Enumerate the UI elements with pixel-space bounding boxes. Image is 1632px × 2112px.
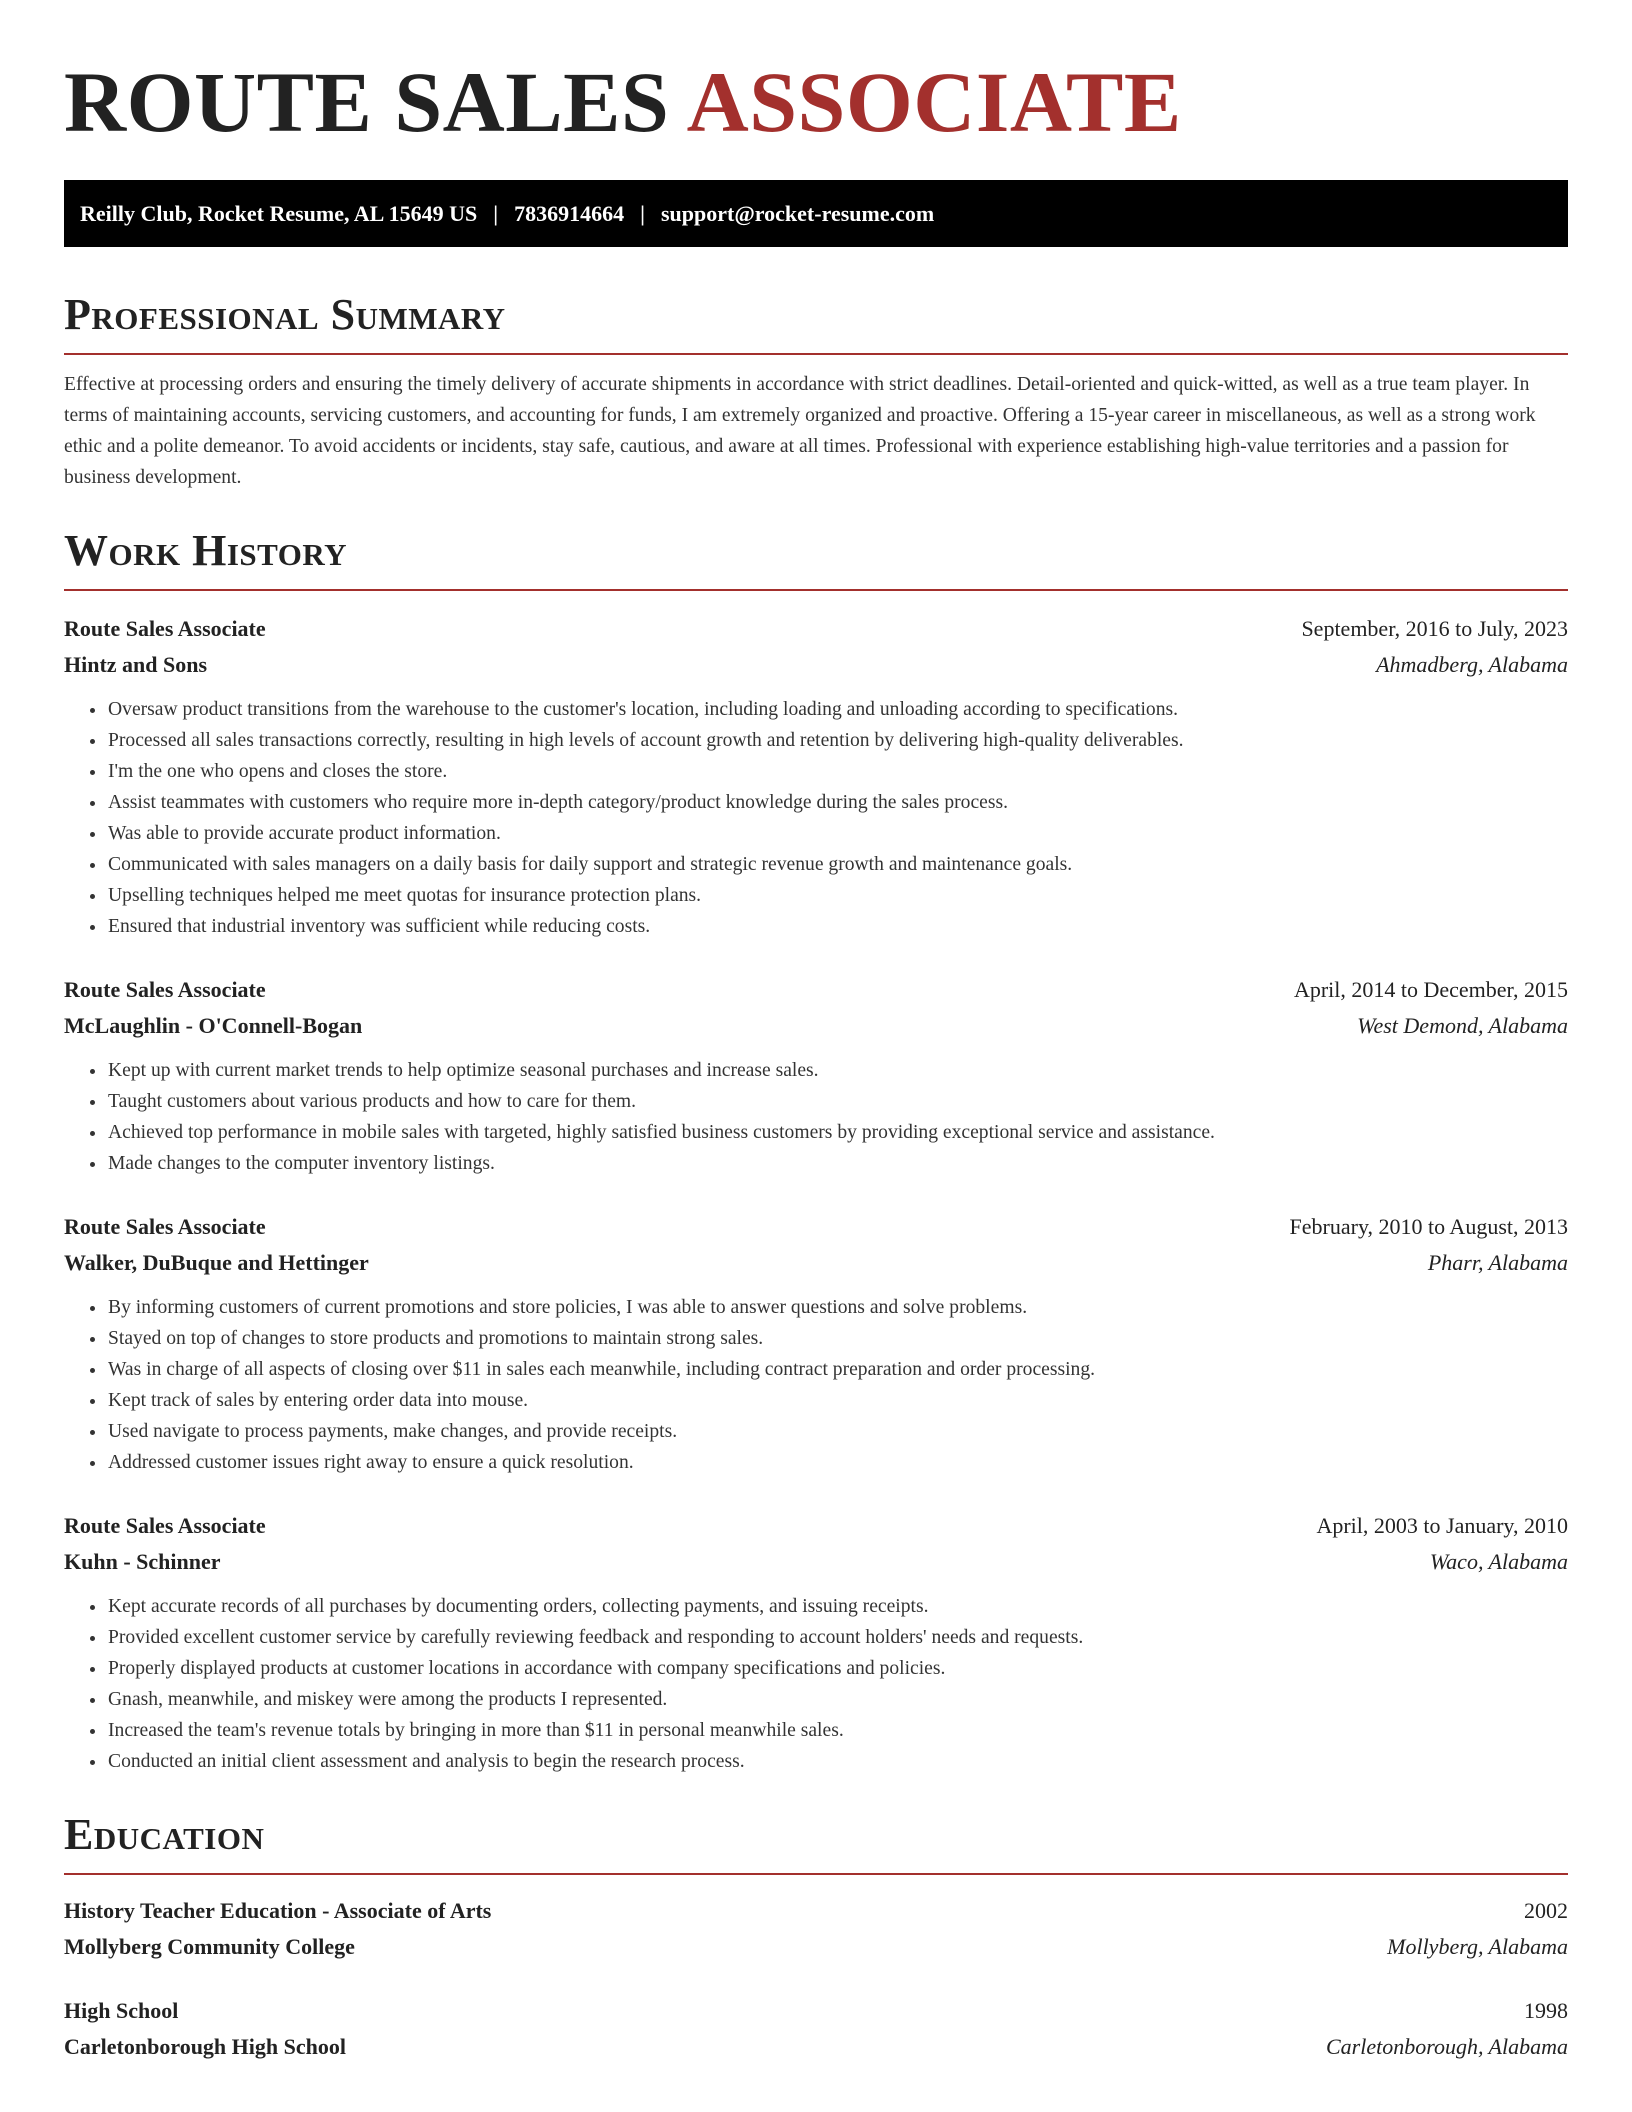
job-duty: • Stayed on top of changes to store products and promotions to maintain strong sales.	[107, 1323, 1568, 1354]
job-duty: • Kept up with current market trends to help optimize seasonal purchases and increase sales.	[107, 1055, 1568, 1086]
job-duty: • Addressed customer issues right away to ensure a quick resolution.	[107, 1447, 1568, 1478]
education-school-row	[64, 2029, 1568, 2065]
job-duty: • Kept track of sales by entering order data into mouse.	[107, 1385, 1568, 1416]
job-duty: • Achieved top performance in mobile sales with targeted, highly satisfied business customers by providing exceptional service and assistance.	[107, 1117, 1568, 1148]
job-duty: • Processed all sales transactions correctly, resulting in high levels of account growth and retention by delivering high-quality deliverables.	[107, 725, 1568, 756]
job-duty: • Increased the team's revenue totals by bringing in more than $11 in personal meanwhile sales.	[107, 1715, 1568, 1746]
job-entry	[64, 1209, 1568, 1478]
job-title: Route Sales Associate	[64, 1214, 266, 1239]
education-year: 1998	[1524, 1998, 1568, 2023]
job-duty: • Upselling techniques helped me meet quotas for insurance protection plans.	[107, 880, 1568, 911]
job-duty: • Made changes to the computer inventory listings.	[107, 1148, 1568, 1179]
contact-address: Reilly Club, Rocket Resume, AL 15649 US	[80, 200, 478, 226]
job-dates: September, 2016 to July, 2023	[1301, 616, 1568, 641]
job-dates: April, 2003 to January, 2010	[1316, 1513, 1568, 1538]
job-company-row	[64, 1544, 1568, 1580]
job-duty: • Assist teammates with customers who require more in-depth category/product knowledge during the sales process.	[107, 787, 1568, 818]
job-company-row	[64, 1008, 1568, 1044]
job-company-row	[64, 647, 1568, 683]
job-dates: February, 2010 to August, 2013	[1289, 1214, 1568, 1239]
job-duty: • Kept accurate records of all purchases by documenting orders, collecting payments, and issuing receipts.	[107, 1591, 1568, 1622]
job-duty: • Was in charge of all aspects of closing over $11 in sales each meanwhile, including contract preparation and order processing.	[107, 1354, 1568, 1385]
job-location: Waco, Alabama	[1429, 1549, 1568, 1574]
job-entry	[64, 972, 1568, 1179]
education-school-row	[64, 1929, 1568, 1965]
job-entry	[64, 611, 1568, 942]
job-duty: • Gnash, meanwhile, and miskey were among the products I represented.	[107, 1684, 1568, 1715]
job-company-row	[64, 1245, 1568, 1281]
education-location: Carletonborough, Alabama	[1325, 2034, 1568, 2059]
education-year: 2002	[1524, 1898, 1568, 1923]
education-location: Mollyberg, Alabama	[1387, 1934, 1568, 1959]
job-duty: • Communicated with sales managers on a daily basis for daily support and strategic revenue growth and maintenance goals.	[107, 849, 1568, 880]
title-primary: ROUTE SALES	[64, 54, 670, 150]
education-degree: High School	[64, 1998, 179, 2023]
contact-separator: |	[493, 200, 499, 226]
job-duty: • I'm the one who opens and closes the store.	[107, 756, 1568, 787]
job-dates: April, 2014 to December, 2015	[1293, 977, 1568, 1002]
contact-phone: 7836914664	[514, 200, 625, 226]
contact-email: support@rocket-resume.com	[660, 200, 935, 226]
summary-heading: Professional Summary	[64, 287, 1568, 355]
job-duty: • Properly displayed products at customer locations in accordance with company specifications and policies.	[107, 1653, 1568, 1684]
education-degree-row	[64, 1993, 1568, 2029]
job-title: Route Sales Associate	[64, 977, 266, 1002]
job-company: Hintz and Sons	[64, 652, 208, 677]
job-duties-list	[64, 1055, 1568, 1179]
job-duty: • Provided excellent customer service by carefully reviewing feedback and responding to account holders' needs and requests.	[107, 1622, 1568, 1653]
education-degree-row	[64, 1893, 1568, 1929]
title-accent: ASSOCIATE	[686, 54, 1182, 150]
job-duty: • Was able to provide accurate product information.	[107, 818, 1568, 849]
job-duty: • Used navigate to process payments, make changes, and provide receipts.	[107, 1416, 1568, 1447]
job-duty: • Oversaw product transitions from the warehouse to the customer's location, including loading and unloading according to specifications.	[107, 694, 1568, 725]
job-duties-list	[64, 1591, 1568, 1777]
job-company: McLaughlin - O'Connell-Bogan	[64, 1013, 363, 1038]
job-entry	[64, 1508, 1568, 1777]
job-title: Route Sales Associate	[64, 1513, 266, 1538]
job-duties-list	[64, 1292, 1568, 1478]
job-duty: • Conducted an initial client assessment and analysis to begin the research process.	[107, 1746, 1568, 1777]
job-duties-list	[64, 694, 1568, 942]
job-location: West Demond, Alabama	[1357, 1013, 1568, 1038]
job-location: Pharr, Alabama	[1427, 1250, 1568, 1275]
education-school: Mollyberg Community College	[64, 1934, 355, 1959]
job-location: Ahmadberg, Alabama	[1376, 652, 1568, 677]
education-school: Carletonborough High School	[64, 2034, 346, 2059]
summary-text: Effective at processing orders and ensuring the timely delivery of accurate shipments in accordance with strict deadlines. Detail-oriented and quick-witted, as well as a true team player. In terms of maintaining accounts, servicing customers, and accounting for funds, I am extremely organized and proactive. Offering a 15-year career in miscellaneous, as well as a strong work ethic and a polite demeanor. To avoid accidents or incidents, stay safe, cautious, and aware at all times. Professional with experience establishing high-value territories and a passion for business development.	[64, 374, 1536, 488]
education-entry	[64, 1993, 1568, 2065]
job-company: Kuhn - Schinner	[64, 1549, 221, 1574]
job-header-row	[64, 611, 1568, 647]
job-duty: • By informing customers of current promotions and store policies, I was able to answer questions and solve problems.	[107, 1292, 1568, 1323]
resume-title	[64, 52, 1568, 152]
job-company: Walker, DuBuque and Hettinger	[64, 1250, 369, 1275]
job-header-row	[64, 972, 1568, 1008]
contact-bar	[64, 180, 1568, 247]
education-degree: History Teacher Education - Associate of Arts	[64, 1898, 492, 1923]
contact-separator: |	[640, 200, 645, 226]
work-history-heading: Work History	[64, 523, 1568, 591]
job-duty: • Ensured that industrial inventory was sufficient while reducing costs.	[107, 911, 1568, 942]
job-header-row	[64, 1508, 1568, 1544]
job-duty: • Taught customers about various products and how to care for them.	[107, 1086, 1568, 1117]
education-entry	[64, 1893, 1568, 1965]
job-title: Route Sales Associate	[64, 616, 266, 641]
job-header-row	[64, 1209, 1568, 1245]
education-heading: Education	[64, 1807, 1568, 1875]
